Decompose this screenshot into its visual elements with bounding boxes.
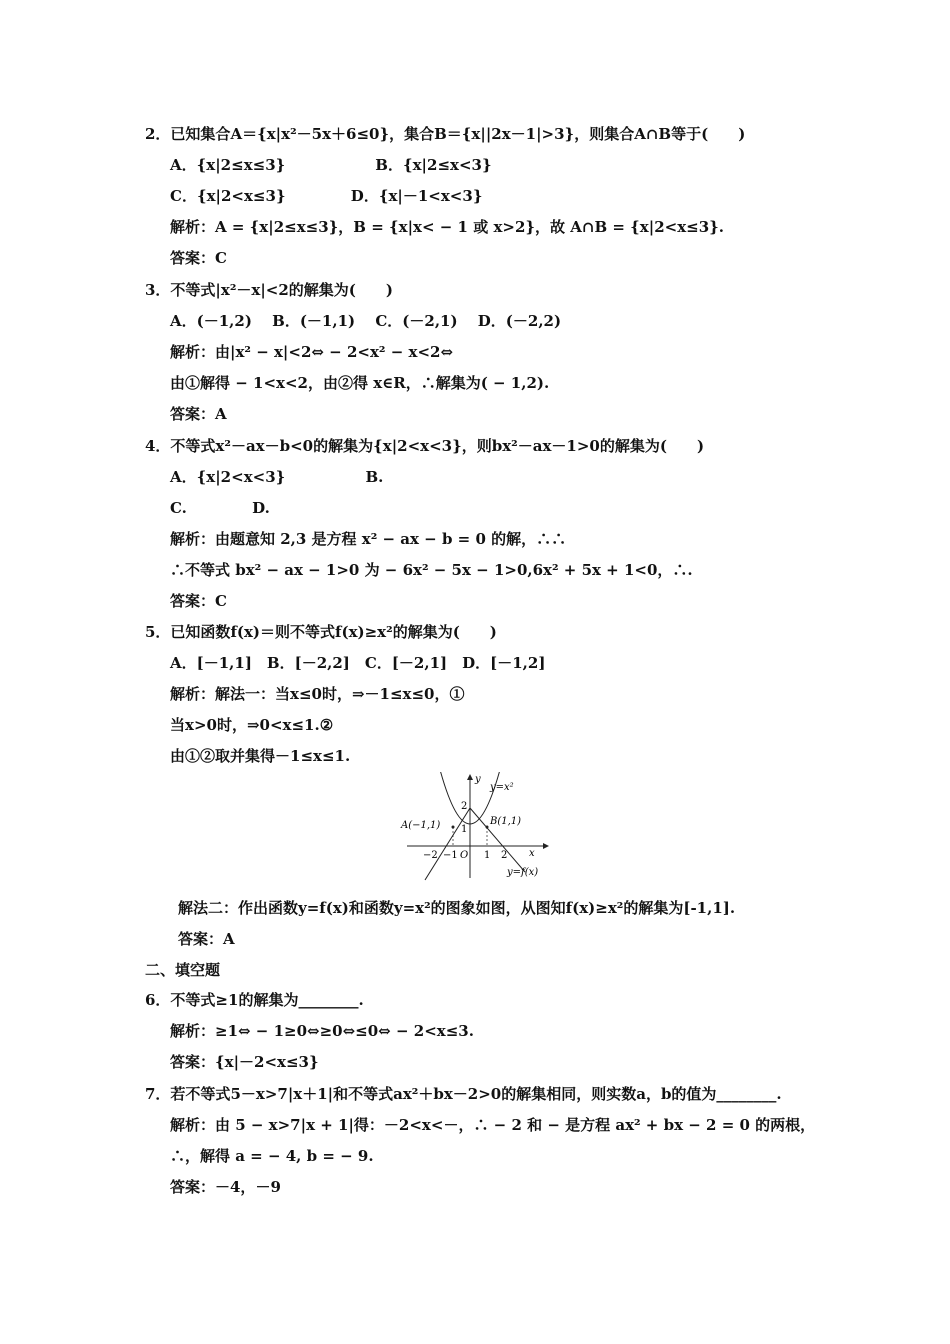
label-pos2: 2: [501, 850, 508, 861]
text-line: 解析：由 5 − x>7|x + 1|得：－2<x<－，∴ − 2 和 − 是方程 ax² + bx − 2 = 0 的两根，: [170, 1116, 816, 1134]
label-neg1: −1: [443, 850, 458, 861]
label-f: y=f(x): [507, 867, 539, 878]
text-line: A．{x|2<x<3} B.: [170, 468, 384, 486]
text-line: 7．若不等式5－x>7|x＋1|和不等式ax²＋bx－2>0的解集相同，则实数a，b的值为________.: [145, 1085, 782, 1103]
label-pos1: 1: [484, 850, 491, 861]
text-line: 答案：－4，－9: [170, 1178, 281, 1196]
text-line: 解析：A = {x|2≤x≤3}，B = {x|x< − 1 或 x>2}，故 A∩B = {x|2<x≤3}.: [170, 218, 725, 236]
text-line: ∴不等式 bx² − ax − 1>0 为 − 6x² − 5x − 1>0,6x² + 5x + 1<0，∴.: [170, 561, 693, 579]
text-line: 2．已知集合A＝{x|x²－5x＋6≤0}，集合B＝{x||2x－1|>3}，则集合A∩B等于( ): [145, 125, 746, 143]
text-line: A．{x|2≤x≤3} B．{x|2≤x<3}: [170, 156, 492, 174]
text-line: 答案：A: [178, 930, 235, 948]
text-line: 当x>0时，⇒0<x≤1.②: [170, 716, 334, 734]
text-line: 解析：由题意知 2,3 是方程 x² − ax − b = 0 的解，∴∴: [170, 530, 567, 548]
label-y: y: [475, 774, 481, 785]
text-line: 5．已知函数f(x)＝则不等式f(x)≥x²的解集为( ): [145, 623, 497, 641]
label-1: 1: [461, 824, 468, 835]
text-line: A．[－1,1] B．[－2,2] C．[－2,1] D．[－1,2]: [170, 654, 546, 672]
text-line: 由①解得 − 1<x<2，由②得 x∈R，∴解集为( − 1,2).: [170, 374, 550, 392]
text-line: 解析：解法一：当x≤0时，⇒－1≤x≤0，①: [170, 685, 465, 703]
function-graph-figure: [395, 772, 555, 882]
label-O: O: [460, 850, 469, 861]
label-A: A(−1,1): [401, 820, 441, 831]
label-B: B(1,1): [490, 816, 522, 827]
text-line: 解析：由|x² − x|<2⇔ − 2<x² − x<2⇔: [170, 343, 454, 361]
y-axis-arrow: [467, 774, 473, 780]
label-neg2: −2: [423, 850, 438, 861]
text-line: 答案：C: [170, 249, 227, 267]
text-line: C. D.: [170, 499, 270, 517]
text-line: 3．不等式|x²－x|<2的解集为( ): [145, 281, 394, 299]
f-left-line: [425, 808, 470, 880]
text-line: C．{x|2<x≤3} D．{x|－1<x<3}: [170, 187, 483, 205]
text-line: 解法二：作出函数y=f(x)和函数y=x²的图象如图，从图知f(x)≥x²的解集为[-1,1].: [178, 899, 736, 917]
x-axis-arrow: [543, 843, 549, 849]
text-line: 6．不等式≥1的解集为________.: [145, 991, 364, 1009]
text-line: 由①②取并集得－1≤x≤1.: [170, 747, 351, 765]
text-line: ∴，解得 a = − 4, b = − 9.: [170, 1147, 374, 1165]
label-x: x: [529, 848, 535, 859]
text-line: 解析：≥1⇔ − 1≥0⇔≥0⇔≤0⇔ − 2<x≤3.: [170, 1022, 474, 1040]
label-parabola: y=x²: [490, 782, 514, 793]
text-line: 答案：A: [170, 405, 227, 423]
text-line: A．(－1,2) B．(－1,1) C．(－2,1) D．(－2,2): [170, 312, 562, 330]
text-line: 答案：{x|－2<x≤3}: [170, 1053, 319, 1071]
point-A: [452, 826, 455, 829]
point-B: [486, 826, 489, 829]
label-2: 2: [461, 801, 468, 812]
text-line: 4．不等式x²－ax－b<0的解集为{x|2<x<3}，则bx²－ax－1>0的解集为( ): [145, 437, 705, 455]
text-line: 答案：C: [170, 592, 227, 610]
text-line: 二、填空题: [145, 961, 221, 979]
